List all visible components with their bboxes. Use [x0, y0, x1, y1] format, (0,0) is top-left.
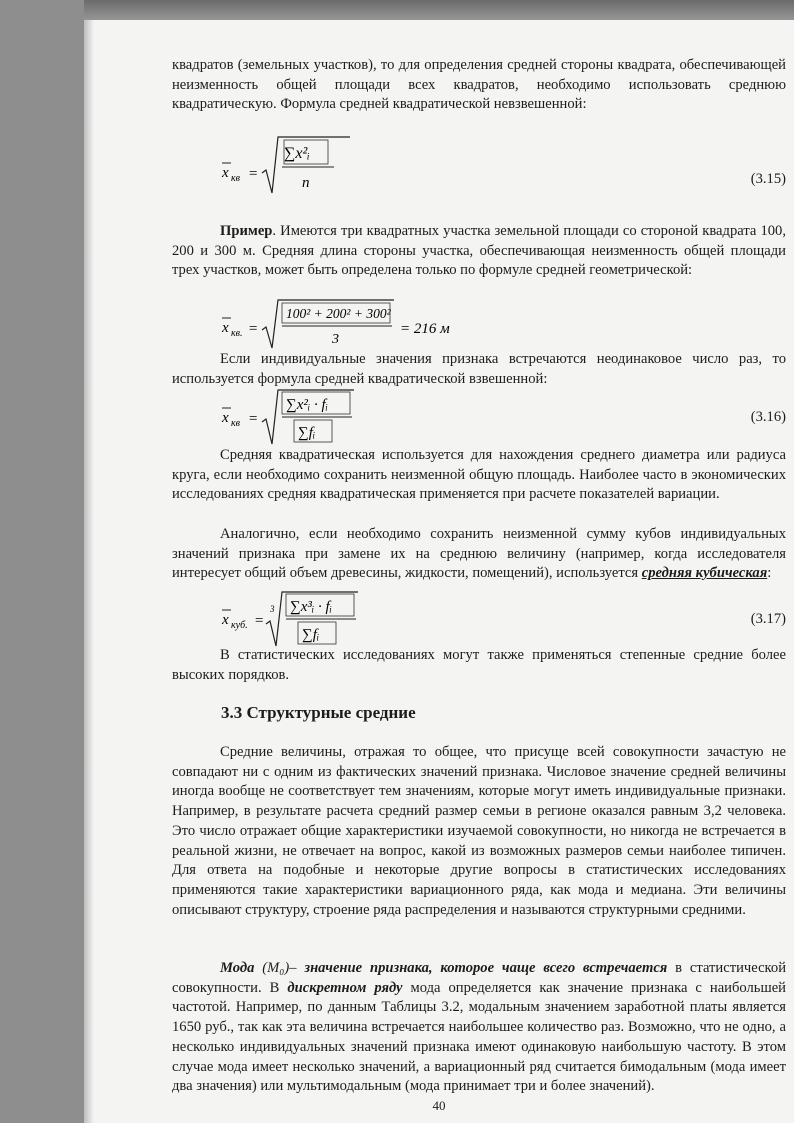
formula-example-result: = 216 м [400, 321, 450, 337]
svg-text:3: 3 [270, 604, 275, 614]
paragraph-usage [172, 446, 786, 505]
paragraph-cubic-colon: : [767, 565, 772, 582]
formula-3-16-number: (3.16) [750, 409, 786, 425]
paragraph-weighted-text: Если индивидуальные значения признака встречаются неодинаковое число раз, то используется формула средней квадратической взвешенной: [172, 351, 786, 387]
paragraph-example [172, 222, 786, 281]
paragraph-cubic-text: Аналогично, если необходимо сохранить неизменной сумму кубов индивидуальных значений признака при замене их на среднюю величину (например, когда исследователя интересует общий объем древесины, жидкости, помещений), используется [172, 526, 786, 582]
example-label: Пример [220, 223, 273, 239]
paragraph-usage-text: Средняя квадратическая используется для нахождения среднего диаметра или радиуса круга, если необходимо сохранить неизменной общую площадь. Наиболее часто в экономических исследованиях средняя квадратическая применяется при расчете показателей вариации. [172, 447, 786, 503]
formula-example-graphic [202, 298, 502, 352]
page-number: 40 [432, 1098, 446, 1113]
mode-text-1: в статистической совокупности. В [172, 960, 787, 996]
formula-numerator: ∑x²ᵢ [284, 145, 310, 162]
formula-denominator: n [302, 175, 310, 191]
formula-3-17-sub: куб. [231, 620, 248, 631]
svg-text:=: = [248, 321, 259, 337]
formula-3-16-denominator: ∑fᵢ [298, 425, 316, 441]
formula-3-16-graphic [202, 388, 422, 450]
svg-text:=: = [254, 613, 265, 629]
mode-definition: значение признака, которое чаще всего встречается [304, 960, 668, 976]
paragraph-structural-text: Средние величины, отражая то общее, что присуще всей совокупности зачастую не совпадают ни с одним из фактических значений признака. Числовое значение средней величины иногда вообще не соответствует тем значениям, которые могут иметь индивидуальные признаки. Например, в результате расчета средний размер семьи в регионе оказался равным 3,2 человека. Это число отражает общие характеристики изучаемой совокупности, но никогда не встречается в реальной жизни, не отвечает на вопрос, какой из возможных размеров семьи наиболее типичен. Для ответа на подобные и некоторые другие вопросы в статистических исследованиях применяются такие характеристики вариационного ряда, как мода и медиана. Эти величины описывают структуру, строение ряда распределения и называются структурными средними. [172, 744, 786, 918]
formula-3-16-sub: кв [231, 418, 241, 429]
formula-3-16-numerator: ∑x²ᵢ · fᵢ [286, 397, 329, 413]
example-text: . Имеются три квадратных участка земельной площади со стороной квадрата 100, 200 и 300 м. Средняя длина стороны участка, обеспечивающая неизменность общей площади трех участков, может быть определена только по формуле средней геометрической: [172, 223, 786, 279]
paragraph-higher-orders [172, 646, 786, 685]
svg-text:x: x [222, 612, 229, 628]
mode-symbol: (M₀)– [262, 960, 297, 976]
mode-term: Мода [220, 960, 255, 976]
formula-example-sub: кв. [231, 328, 243, 339]
scan-top-edge [84, 0, 794, 22]
section-heading: 3.3 Структурные средние [221, 703, 416, 722]
discrete-series-term: дискретном ряду [287, 979, 403, 996]
formula-3-15-number: (3.15) [750, 171, 786, 187]
formula-3-17-number: (3.17) [750, 611, 786, 627]
svg-text:x: x [222, 410, 229, 426]
document-page [84, 20, 794, 1123]
formula-lhs: x [222, 165, 229, 181]
svg-text:=: = [248, 411, 259, 427]
cubic-term: средняя кубическая [641, 565, 768, 582]
paragraph-mode [172, 959, 786, 1097]
paragraph-higher-orders-text: В статистических исследованиях могут также применяться степенные средние более высоких порядков. [172, 647, 786, 683]
formula-example [202, 298, 502, 357]
formula-3-15 [202, 133, 422, 208]
mode-text-2: мода определяется как значение признака с наибольшей частотой. Например, по данным Таблицы 3.2, модальным значением заработной платы является 1650 руб., так как эта величина встречается наибольшее количество раз. Возможно, что не одно, а несколько индивидуальных значений признака имеют одинаковую наибольшую частоту. В этом случае мода имеет несколько значений, а вариационный ряд считается бимодальным (мода имеет два значения) или мультимодальным (мода принимает три и более значений). [172, 979, 786, 1095]
formula-example-denominator: 3 [332, 332, 339, 347]
svg-text:x: x [222, 320, 229, 336]
formula-3-15-graphic [202, 133, 422, 203]
formula-3-16 [202, 388, 422, 455]
formula-example-numerator: 100² + 200² + 300² [286, 306, 391, 321]
paragraph-weighted [172, 350, 786, 389]
paragraph-cubic [172, 525, 786, 584]
formula-3-17-graphic [202, 590, 432, 652]
svg-text:=: = [248, 166, 259, 182]
paragraph-structural [172, 743, 786, 920]
paragraph-intro: квадратов (земельных участков), то для определения средней стороны квадрата, обеспечивающей неизменность общей площади всех квадратов, необходимо использовать среднюю квадратическую. Формула средней квадратической невзвешенной: [172, 57, 786, 113]
formula-3-17-denominator: ∑fᵢ [302, 627, 320, 643]
formula-lhs-sub: кв [231, 173, 241, 184]
formula-3-17-numerator: ∑x³ᵢ · fᵢ [290, 599, 333, 615]
